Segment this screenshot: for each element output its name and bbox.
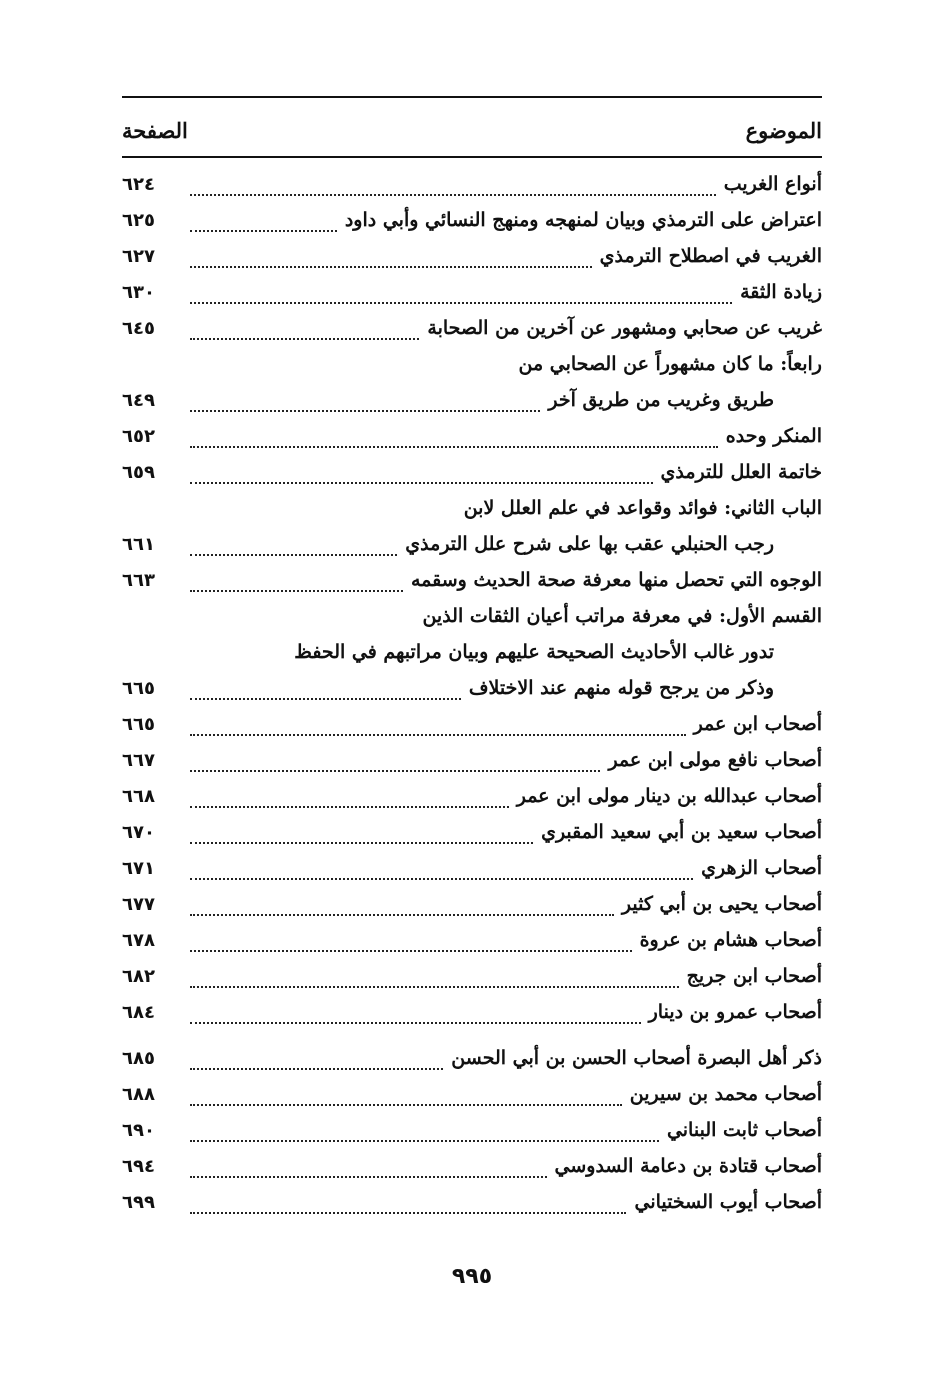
entry-title: أصحاب ابن عمر — [693, 713, 822, 735]
entry-page: ٦٢٧ — [122, 245, 155, 267]
dot-leader — [190, 318, 419, 340]
entry-title: غريب عن صحابي ومشهور عن آخرين من الصحابة — [427, 317, 822, 339]
toc-entry — [122, 922, 822, 958]
entry-title: أصحاب ثابت البناني — [666, 1119, 822, 1141]
toc-entry — [122, 454, 822, 490]
entry-page: ٦٨٤ — [122, 1001, 155, 1023]
entry-page: ٦٣٠ — [122, 281, 155, 303]
toc-entry — [122, 562, 822, 598]
entry-page: ٦٦٥ — [122, 677, 155, 699]
entry-title: تدور غالب الأحاديث الصحيحة عليهم وبيان مراتبهم في الحفظ — [294, 641, 774, 663]
dot-leader — [190, 750, 600, 772]
dot-leader — [190, 714, 686, 736]
entry-page: ٦٩٠ — [122, 1119, 155, 1141]
entry-page: ٦٧٨ — [122, 929, 155, 951]
toc-entry — [122, 418, 822, 454]
toc-entry — [122, 994, 822, 1030]
entry-title: زيادة الثقة — [740, 281, 822, 303]
entry-title: المنكر وحده — [725, 425, 822, 447]
entry-title: أصحاب الزهري — [701, 857, 822, 879]
dot-leader — [190, 462, 653, 484]
toc-header — [122, 114, 822, 146]
dot-leader — [190, 1120, 659, 1142]
toc-entry — [122, 382, 822, 418]
dot-leader — [190, 966, 679, 988]
dot-leader — [190, 210, 337, 232]
dot-leader — [190, 534, 397, 556]
entry-title: وذكر من يرجح قوله منهم عند الاختلاف — [468, 677, 774, 699]
dot-leader — [190, 894, 614, 916]
topic-column-label: الموضوع — [745, 117, 822, 143]
dot-leader — [190, 822, 533, 844]
entry-page: ٦٥٢ — [122, 425, 155, 447]
entry-title: أصحاب محمد بن سيرين — [629, 1083, 822, 1105]
entry-title: خاتمة العلل للترمذي — [660, 461, 822, 483]
entry-title: الوجوه التي تحصل منها معرفة صحة الحديث وسقمه — [410, 569, 822, 591]
dot-leader — [190, 390, 540, 412]
entry-page: ٦٦٨ — [122, 785, 155, 807]
toc-entry — [122, 310, 822, 346]
toc-entry-continued — [122, 598, 822, 634]
entry-page: ٦٨٢ — [122, 965, 155, 987]
entry-title: أصحاب عمرو بن دينار — [648, 1001, 822, 1023]
entry-title: أصحاب قتادة بن دعامة السدوسي — [554, 1155, 822, 1177]
top-rule — [122, 96, 822, 98]
toc-page — [122, 96, 822, 1336]
header-rule — [122, 156, 822, 158]
toc-entry — [122, 814, 822, 850]
dot-leader — [190, 786, 509, 808]
toc-entry — [122, 670, 822, 706]
dot-leader — [190, 282, 732, 304]
entry-title: الغريب في اصطلاح الترمذي — [599, 245, 822, 267]
entry-page: ٦٦٣ — [122, 569, 155, 591]
entry-page: ٦٩٩ — [122, 1191, 155, 1213]
toc-entry — [122, 238, 822, 274]
toc-entry-continued — [122, 346, 822, 382]
toc-entry — [122, 958, 822, 994]
dot-leader — [190, 858, 693, 880]
dot-leader — [190, 930, 632, 952]
toc-entry — [122, 166, 822, 202]
entry-page: ٦٦١ — [122, 533, 155, 555]
entry-title: رابعاً: ما كان مشهوراً عن الصحابي من — [518, 353, 822, 375]
entry-page: ٦٢٤ — [122, 173, 155, 195]
toc-entry — [122, 706, 822, 742]
entry-title: أصحاب نافع مولى ابن عمر — [608, 749, 822, 771]
dot-leader — [190, 426, 718, 448]
toc-entry — [122, 202, 822, 238]
toc-entry — [122, 886, 822, 922]
entry-page: ٦٧٧ — [122, 893, 155, 915]
dot-leader — [190, 678, 461, 700]
entry-title: اعتراض على الترمذي وبيان لمنهجه ومنهج النسائي وأبي داود — [344, 209, 822, 231]
toc-entry-continued — [122, 634, 822, 670]
entry-page: ٦٦٥ — [122, 713, 155, 735]
entry-title: القسم الأول: في معرفة مراتب أعيان الثقات الذين — [422, 605, 822, 627]
dot-leader — [190, 1002, 641, 1024]
toc-entry — [122, 526, 822, 562]
entry-title: أنواع الغريب — [723, 173, 822, 195]
entry-page: ٦٤٩ — [122, 389, 155, 411]
toc-entry — [122, 1148, 822, 1184]
entry-page: ٦٥٩ — [122, 461, 155, 483]
toc-entry — [122, 778, 822, 814]
dot-leader — [190, 1192, 626, 1214]
entry-title: ذكر أهل البصرة أصحاب الحسن بن أبي الحسن — [451, 1047, 822, 1069]
dot-leader — [190, 1048, 443, 1070]
entry-page: ٦٦٧ — [122, 749, 155, 771]
entry-page: ٦٩٤ — [122, 1155, 155, 1177]
toc-entry — [122, 1184, 822, 1220]
entry-title: أصحاب سعيد بن أبي سعيد المقبري — [541, 821, 822, 843]
entry-title: رجب الحنبلي عقب بها على شرح علل الترمذي — [405, 533, 774, 555]
dot-leader — [190, 174, 716, 196]
entry-title: أصحاب عبدالله بن دينار مولى ابن عمر — [516, 785, 822, 807]
toc-entry — [122, 1076, 822, 1112]
entry-title: أصحاب أيوب السختياني — [634, 1191, 822, 1213]
toc-entry-continued — [122, 490, 822, 526]
entry-title: الباب الثاني: فوائد وقواعد في علم العلل لابن — [463, 497, 822, 519]
toc-entry — [122, 1040, 822, 1076]
entry-title: أصحاب يحيى بن أبي كثير — [621, 893, 822, 915]
entry-page: ٦٤٥ — [122, 317, 155, 339]
entry-title: طريق وغريب من طريق آخر — [548, 389, 774, 411]
entry-page: ٦٧٠ — [122, 821, 155, 843]
dot-leader — [190, 1156, 547, 1178]
toc-entry — [122, 274, 822, 310]
toc-entry — [122, 742, 822, 778]
toc-entries — [122, 166, 822, 1220]
entry-page: ٦٧١ — [122, 857, 155, 879]
toc-entry — [122, 1112, 822, 1148]
toc-entry — [122, 850, 822, 886]
dot-leader — [190, 570, 403, 592]
entry-title: أصحاب هشام بن عروة — [639, 929, 822, 951]
page-number-footer: ٩٩٥ — [451, 1264, 493, 1289]
entry-page: ٦٢٥ — [122, 209, 155, 231]
page-column-label: الصفحة — [122, 117, 188, 143]
entry-page: ٦٨٥ — [122, 1047, 155, 1069]
entry-page: ٦٨٨ — [122, 1083, 155, 1105]
entry-title: أصحاب ابن جريج — [686, 965, 822, 987]
dot-leader — [190, 246, 592, 268]
dot-leader — [190, 1084, 622, 1106]
